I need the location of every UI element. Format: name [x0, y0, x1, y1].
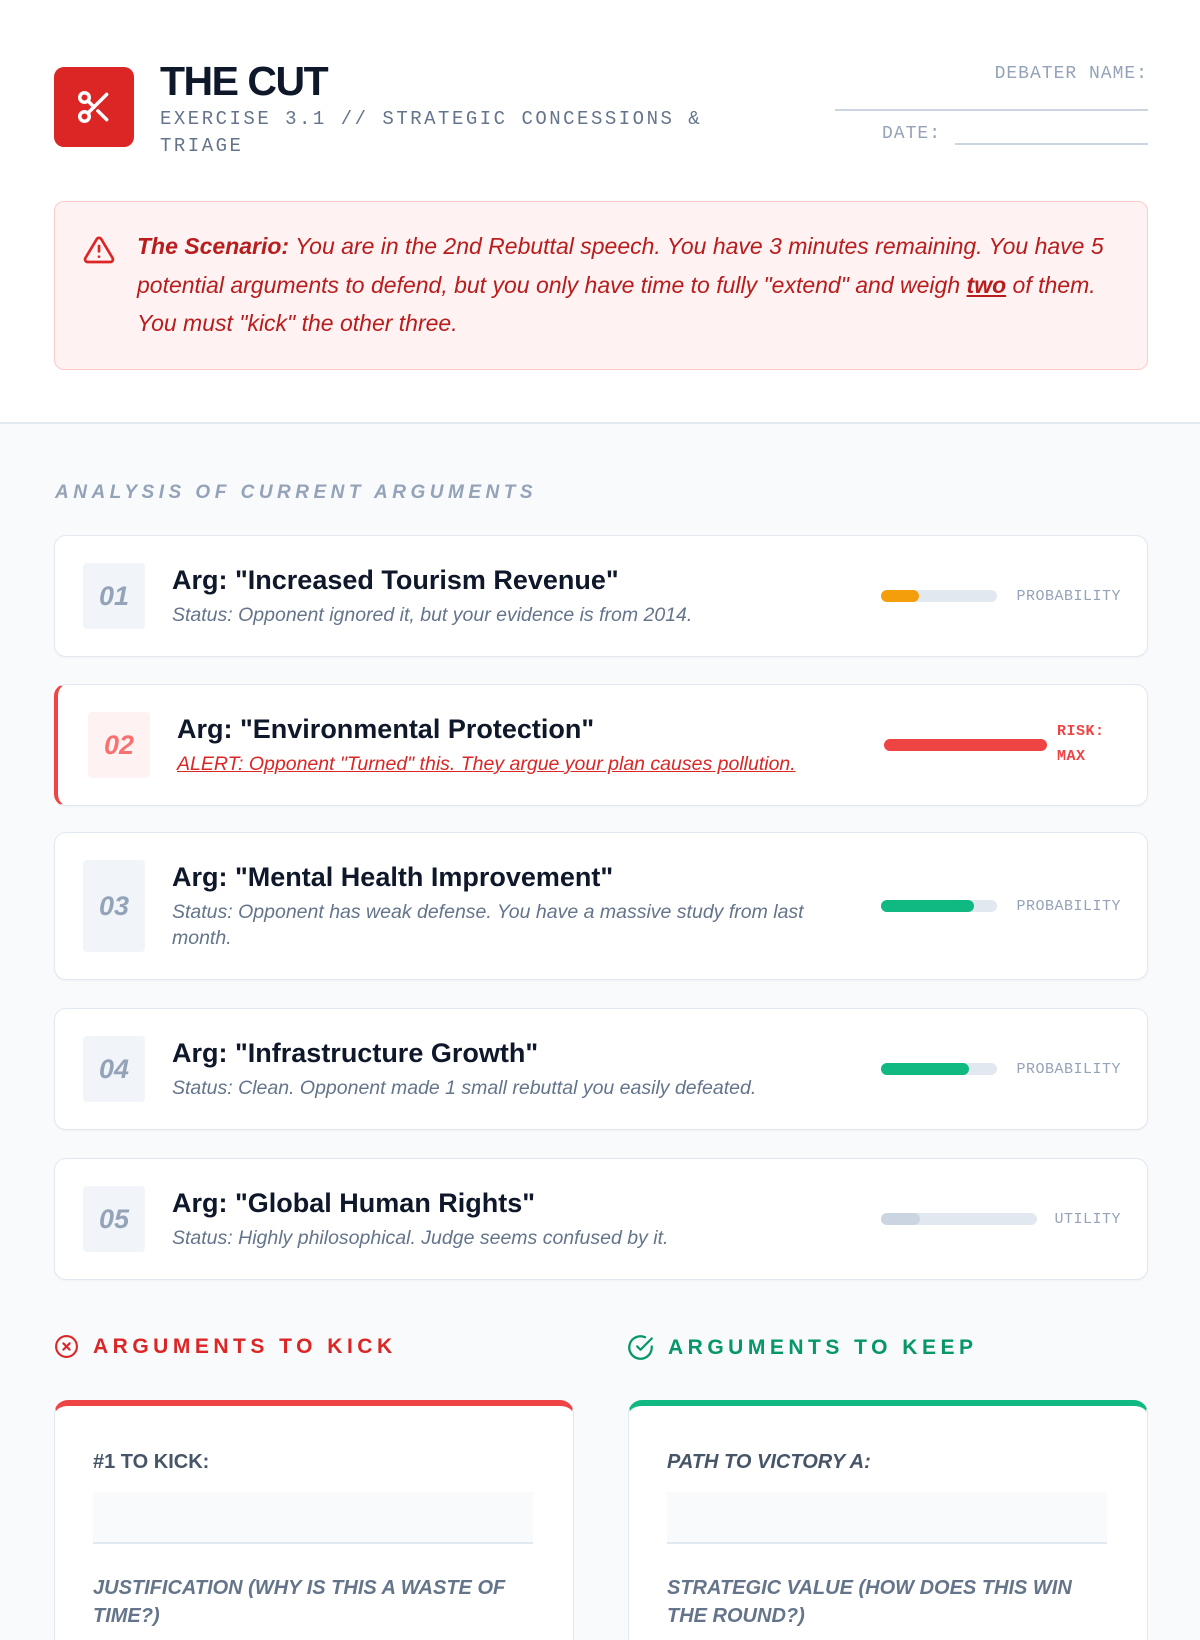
argument-number: 03	[83, 860, 145, 952]
kick-slot-input[interactable]	[93, 1492, 533, 1544]
argument-number: 01	[83, 563, 145, 629]
argument-card-02	[54, 684, 1148, 806]
risk-label-line-1: RISK:	[1057, 723, 1105, 740]
logo	[54, 67, 134, 147]
keep-heading	[627, 1334, 977, 1361]
probability-meter-fill	[881, 590, 919, 602]
scenario-callout	[54, 201, 1148, 370]
scissors-icon	[75, 88, 113, 126]
date-field[interactable]	[955, 143, 1148, 145]
argument-title: Arg: "Environmental Protection"	[177, 714, 595, 744]
probability-meter	[881, 590, 997, 602]
argument-status: Status: Opponent has weak defense. You have a massive study from last month.	[172, 901, 804, 949]
utility-meter-fill	[881, 1213, 920, 1225]
probability-meter-fill	[881, 1063, 969, 1075]
scenario-text	[137, 227, 1127, 343]
kick-heading-text: ARGUMENTS TO KICK	[93, 1334, 397, 1358]
risk-label	[1057, 719, 1117, 769]
check-circle-icon	[627, 1334, 654, 1361]
utility-meter	[881, 1213, 1037, 1225]
kick-justification-label: JUSTIFICATION (WHY IS THIS A WASTE OF TIME?)	[93, 1577, 506, 1627]
analysis-heading: ANALYSIS OF CURRENT ARGUMENTS	[55, 482, 537, 503]
probability-meter	[881, 900, 997, 912]
meter-label: UTILITY	[1054, 1211, 1121, 1228]
scenario-lead: The Scenario:	[137, 233, 290, 259]
page-subtitle: EXERCISE 3.1 // STRATEGIC CONCESSIONS & TRIAGE	[160, 108, 703, 157]
meter-label: PROBABILITY	[1016, 588, 1121, 605]
debater-name-label: DEBATER NAME:	[994, 64, 1148, 84]
scenario-body-1: You are in the 2nd Rebuttal speech. You have 3 minutes remaining. You have 5 potential arguments to defend, but you only have time to fully "extend" and weigh	[137, 233, 1104, 298]
argument-card-05	[54, 1158, 1148, 1280]
kick-heading	[54, 1334, 397, 1359]
keep-heading-text: ARGUMENTS TO KEEP	[668, 1335, 978, 1359]
argument-card-04	[54, 1008, 1148, 1130]
kick-panel	[54, 1400, 574, 1640]
page-title: THE CUT	[160, 58, 328, 104]
keep-slot-input[interactable]	[667, 1492, 1107, 1544]
worksheet-header	[0, 0, 1200, 424]
argument-card-03	[54, 832, 1148, 980]
argument-title: Arg: "Infrastructure Growth"	[172, 1038, 539, 1068]
argument-title: Arg: "Mental Health Improvement"	[172, 862, 614, 892]
argument-alert-status: ALERT: Opponent "Turned" this. They argue your plan causes pollution.	[177, 753, 796, 775]
date-label: DATE:	[881, 124, 941, 144]
keep-slot-label: PATH TO VICTORY A:	[667, 1451, 871, 1473]
warning-icon	[83, 234, 115, 266]
keep-value-label: STRATEGIC VALUE (HOW DOES THIS WIN THE ROUND?)	[667, 1577, 1072, 1627]
debater-name-field[interactable]	[835, 109, 1148, 111]
probability-meter-fill	[881, 900, 974, 912]
kick-slot-label: #1 TO KICK:	[93, 1451, 210, 1473]
argument-number: 04	[83, 1036, 145, 1102]
argument-number: 05	[83, 1186, 145, 1252]
meter-label: PROBABILITY	[1016, 1061, 1121, 1078]
keep-panel	[628, 1400, 1148, 1640]
argument-status: Status: Clean. Opponent made 1 small rebuttal you easily defeated.	[172, 1077, 757, 1099]
scenario-body-2: of them. You must "kick" the other three.	[137, 271, 1096, 336]
argument-number: 02	[88, 712, 150, 778]
meter-label: PROBABILITY	[1016, 898, 1121, 915]
probability-meter	[881, 1063, 997, 1075]
risk-meter	[884, 739, 1047, 751]
risk-meter-fill	[884, 739, 1047, 751]
argument-title: Arg: "Increased Tourism Revenue"	[172, 565, 619, 595]
argument-status: Status: Highly philosophical. Judge seems confused by it.	[172, 1227, 669, 1249]
argument-card-01	[54, 535, 1148, 657]
argument-title: Arg: "Global Human Rights"	[172, 1188, 536, 1218]
risk-label-line-2: MAX	[1057, 748, 1086, 765]
scenario-emphasis: two	[966, 271, 1007, 298]
x-circle-icon	[54, 1334, 79, 1359]
argument-status: Status: Opponent ignored it, but your evidence is from 2014.	[172, 604, 693, 626]
